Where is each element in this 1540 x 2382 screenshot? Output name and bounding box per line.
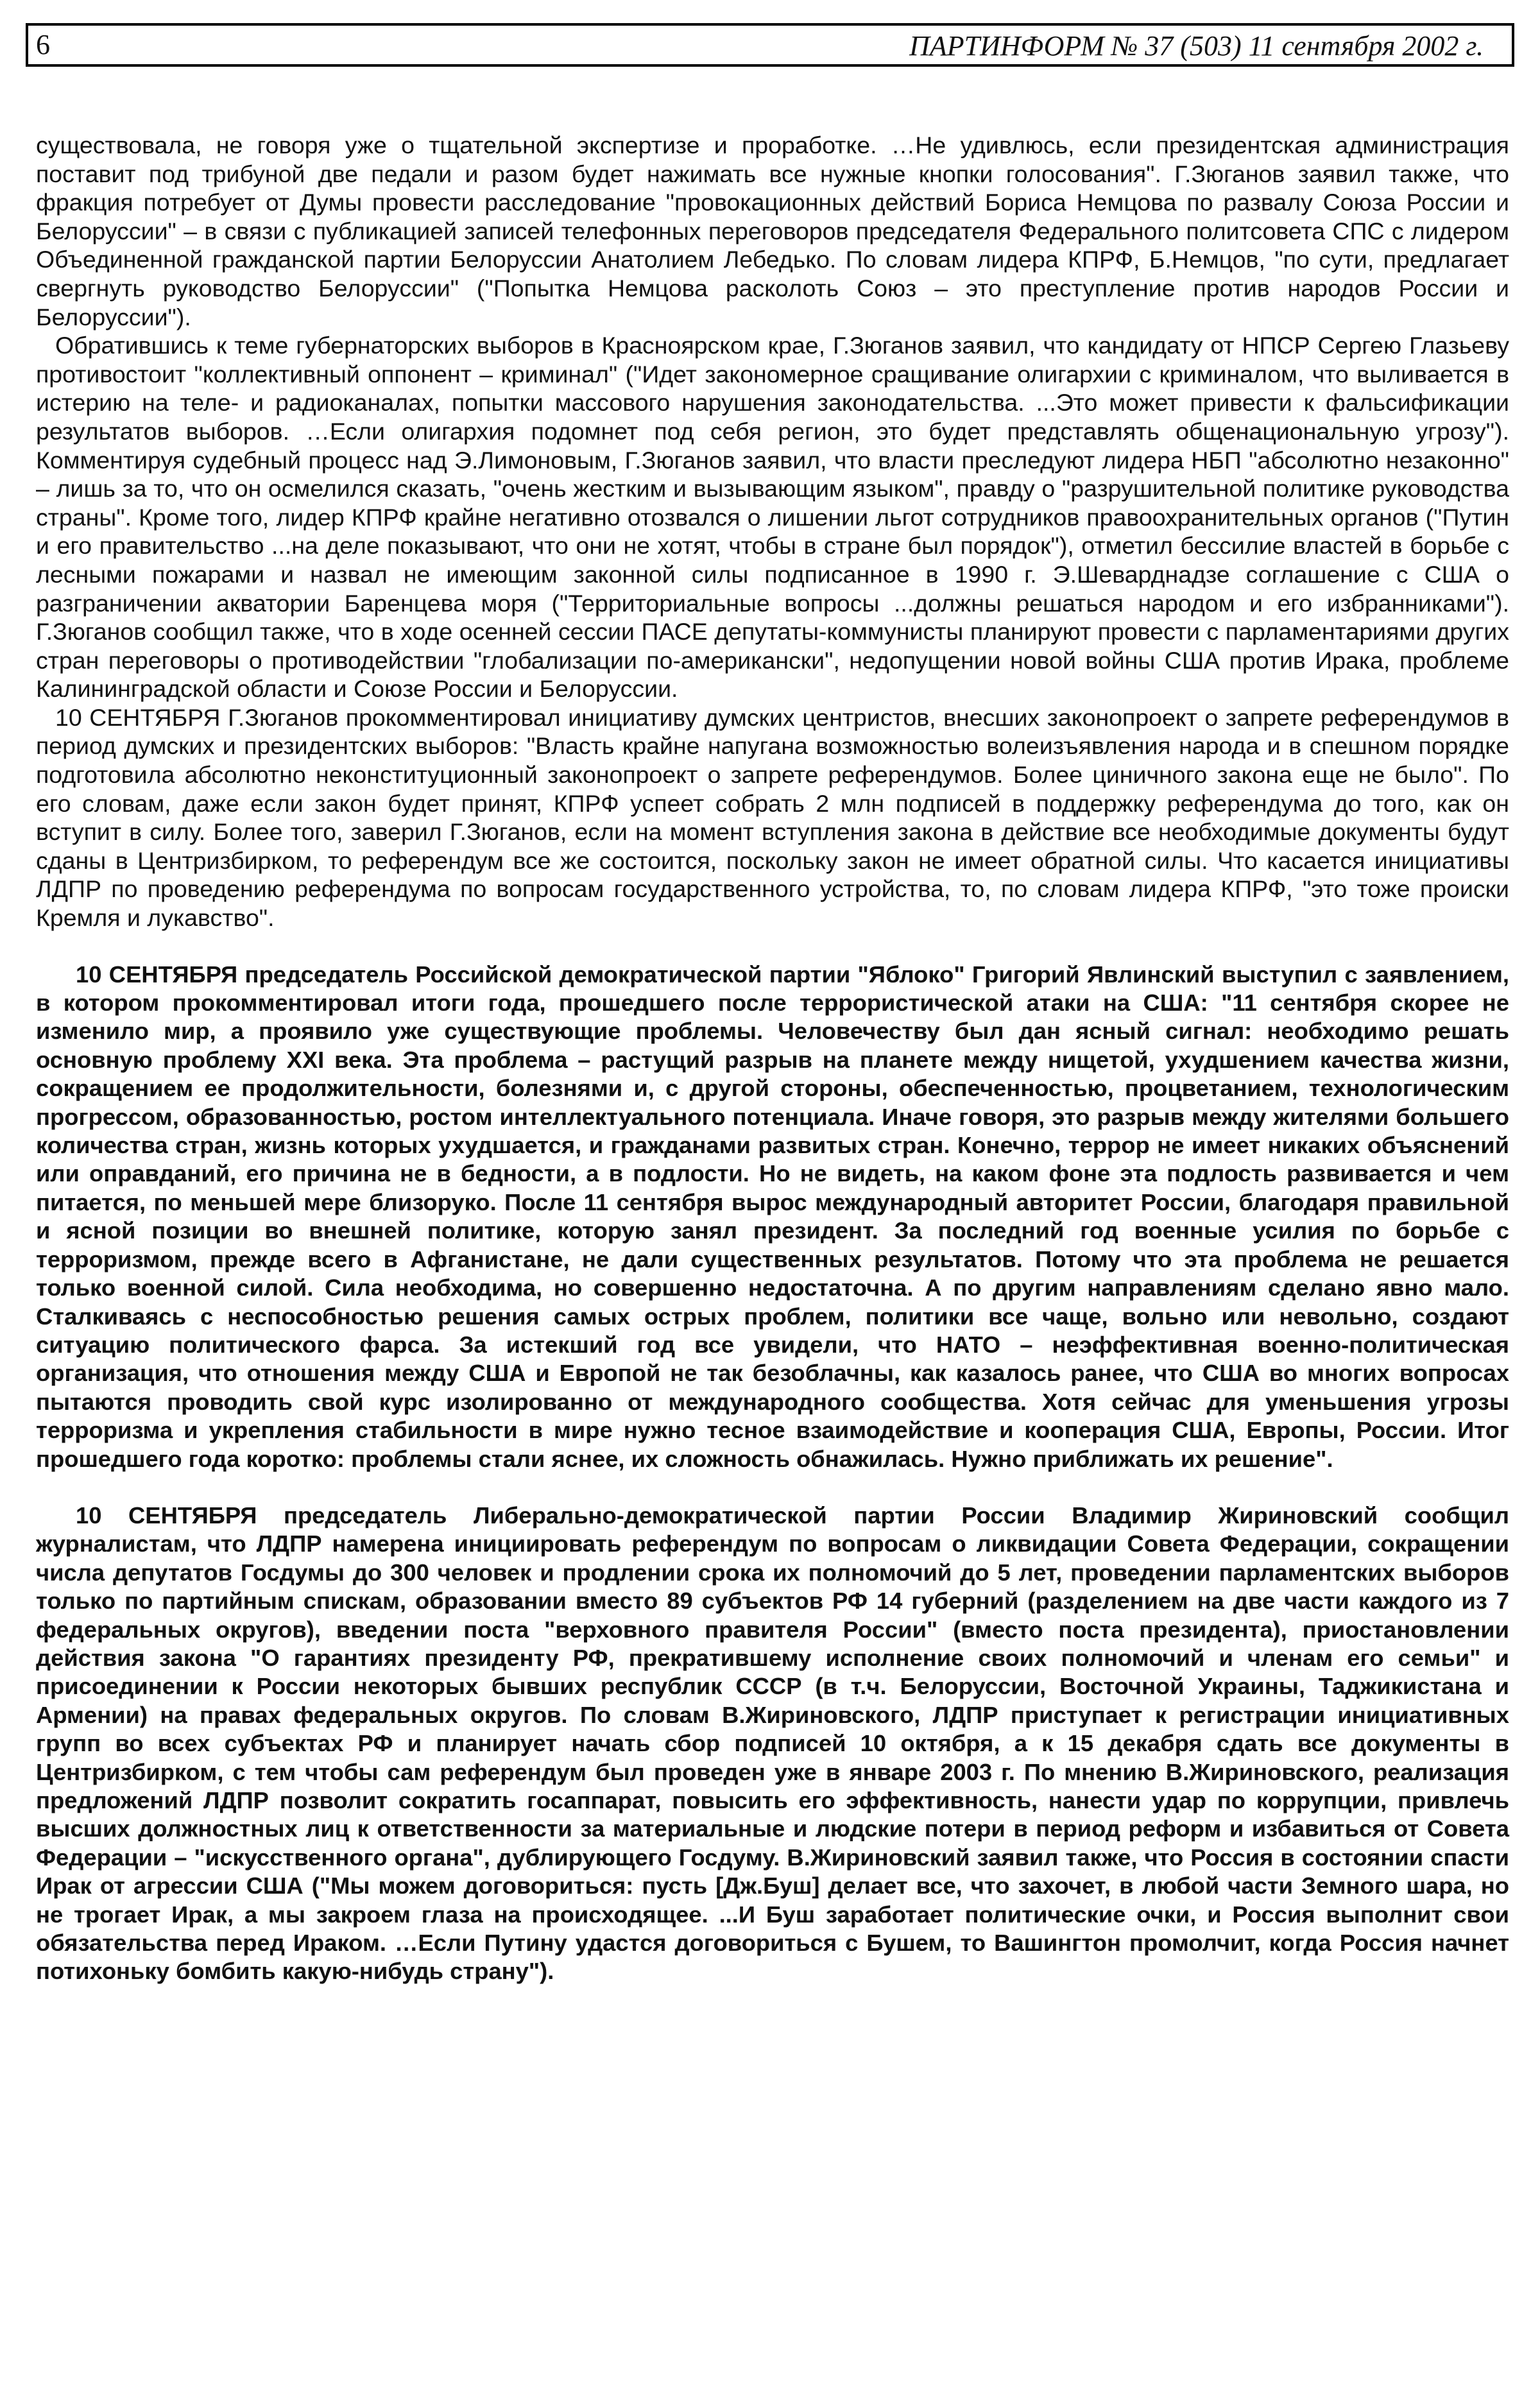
paragraph-spacer [36,932,1509,961]
paragraph-yavlinsky-statement: 10 СЕНТЯБРЯ председатель Российской демократической партии "Яблоко" Григорий Явлинский выступил с заявлением, в котором прокомментировал итоги года, прошедшего после террористической атаки на США: "11 сентября скорее не изменило мир, а проявило уже существующие проблемы. Человечеству был дан ясный сигнал: необходимо решать основную проблему XXI века. Эта проблема – растущий разрыв на планете между нищетой, ухудшением качества жизни, сокращением ее продолжительности, болезнями и, с другой стороны, обеспеченностью, процветанием, технологическим прогрессом, образованностью, ростом интеллектуального потенциала. Иначе говоря, это разрыв между жителями большего количества стран, жизнь которых ухудшается, и гражданами развитых стран. Конечно, террор не имеет никаких объяснений или оправданий, его причина не в бедности, а в подлости. Но не видеть, на каком фоне эта подлость развивается и чем питается, по меньшей мере близоруко. После 11 сентября вырос международный авторитет России, благодаря правильной и ясной позиции во внешней политике, которую занял президент. За последний год военные усилия по борьбе с терроризмом, прежде всего в Афганистане, не дали существенных результатов. Потому что эта проблема не решается только военной силой. Сила необходима, но совершенно недостаточна. А по другим направлениям сделано явно мало. Сталкиваясь с неспособностью решения самых острых проблем, политики все чаще, вольно или невольно, создают ситуацию политического фарса. За истекший год все увидели, что НАТО – неэффективная военно-политическая организация, что отношения между США и Европой не так безоблачны, как казалось ранее, что США во многих вопросах пытаются проводить свой курс изолированно от международного сообщества. Хотя сейчас для уменьшения угрозы терроризма и укрепления стабильности в мире нужно тесное взаимодействие и кооперация США, Европы, России. Итог прошедшего года коротко: проблемы стали яснее, их сложность обнажилась. Нужно приближать их решение". [36,961,1509,1472]
paragraph-zhirinovsky-referendum: 10 СЕНТЯБРЯ председатель Либерально-демократической партии России Владимир Жириновский сообщил журналистам, что ЛДПР намерена инициировать референдум по вопросам о ликвидации Совета Федерации, сокращении числа депутатов Госдумы до 300 человек и продлении срока их полномочий до 5 лет, проведении парламентских выборов только по партийным спискам, образовании вместо 89 субъектов РФ 14 губерний (разделением на две части каждого из 7 федеральных округов), введении поста "верховного правителя России" (вместо поста президента), приостановлении действия закона "О гарантиях президенту РФ, прекратившему исполнение своих полномочий и членам его семьи" и присоединении к России некоторых бывших республик СССР (в т.ч. Белоруссии, Восточной Украины, Таджикистана и Армении) на правах федеральных округов. По словам В.Жириновского, ЛДПР приступает к регистрации инициативных групп во всех субъектах РФ и планирует начать сбор подписей 10 октября, а к 15 декабря сдать все документы в Центризбирком, с тем чтобы сам референдум был проведен уже в январе 2003 г. По мнению В.Жириновского, реализация предложений ЛДПР позволит сократить госаппарат, повысить его эффективность, нанести удар по коррупции, привлечь высших должностных лиц к ответственности за материальные и людские потери в период реформ и избавиться от Совета Федерации – "искусственного органа", дублирующего Госдуму. В.Жириновский заявил также, что Россия в состоянии спасти Ирак от агрессии США ("Мы можем договориться: пусть [Дж.Буш] делает все, что захочет, в любой части Земного шара, но не трогает Ирак, а мы закроем глаза на происходящее. ...И Буш заработает политические очки, и Россия выполнит свои обязательства перед Ираком. …Если Путину удастся договориться с Бушем, то Вашингтон промолчит, когда Россия начнет потихоньку бомбить какую-нибудь страну"). [36,1502,1509,1985]
paragraph-zyuganov-continued: существовала, не говоря уже о тщательной экспертизе и проработке. …Не удивлюсь, если президентская администрация поставит под трибуной две педали и разом будет нажимать все нужные кнопки голосования". Г.Зюганов заявил также, что фракция потребует от Думы провести расследование "провокационных действий Бориса Немцова по развалу Союза России и Белоруссии" – в связи с публикацией записей телефонных переговоров председателя Федерального политсовета СПС с лидером Объединенной гражданской партии Белоруссии Анатолием Лебедько. По словам лидера КПРФ, Б.Немцов, "по сути, предлагает свергнуть руководство Белоруссии" ("Попытка Немцова расколоть Союз – это преступление против народов России и Белоруссии"). [36,132,1509,330]
article-body [36,131,1509,1986]
paragraph-krasnoyarsk-elections: Обратившись к теме губернаторских выборов в Красноярском крае, Г.Зюганов заявил, что кандидату от НПСР Сергею Глазьеву противостоит "коллективный оппонент – криминал" ("Идет закономерное сращивание олигархии с криминалом, что выливается в истерию на теле- и радиоканалах, попытки массового нарушения законодательства. ...Это может привести к фальсификации результатов выборов. …Если олигархия подомнет под себя регион, это будет представлять общенациональную угрозу"). Комментируя судебный процесс над Э.Лимоновым, Г.Зюганов заявил, что власти преследуют лидера НБП "абсолютно незаконно" – лишь за то, что он осмелился сказать, "очень жестким и вызывающим языком", правду о "разрушительной политике руководства страны". Кроме того, лидер КПРФ крайне негативно отозвался о лишении льгот сотрудников правоохранительных органов ("Путин и его правительство ...на деле показывают, что они не хотят, чтобы в стране был порядок"), отметил бессилие властей в борьбе с лесными пожарами и назвал не имеющим законной силы подписанное в 1990 г. Э.Шеварднадзе соглашение с США о разграничении акватории Баренцева моря ("Территориальные вопросы ...должны решаться народом и его избранниками"). Г.Зюганов сообщил также, что в ходе осенней сессии ПАСЕ депутаты-коммунисты планируют провести с парламентариями других стран переговоры о противодействии "глобализации по-американски", недопущении новой войны США против Ирака, проблеме Калининградской области и Союзе России и Белоруссии. [36,332,1509,703]
newspaper-page [26,23,1514,2359]
page-header [26,23,1514,67]
publication-title: ПАРТИНФОРМ № 37 (503) 11 сентября 2002 г. [909,30,1484,62]
paragraph-spacer [36,1473,1509,1502]
paragraph-referendum-ban: 10 СЕНТЯБРЯ Г.Зюганов прокомментировал инициативу думских центристов, внесших законопроект о запрете референдумов в период думских и президентских выборов: "Власть крайне напугана возможностью волеизъявления народа и в спешном порядке подготовила абсолютно неконституционный законопроект о запрете референдумов. Более циничного закона еще не было". По его словам, даже если закон будет принят, КПРФ успеет собрать 2 млн подписей в поддержку референдума до того, как он вступит в силу. Более того, заверил Г.Зюганов, если на момент вступления закона в действие все необходимые документы будут сданы в Центризбирком, то референдум все же состоится, поскольку закон не имеет обратной силы. Что касается инициативы ЛДПР по проведению референдума по вопросам государственного устройства, то, по словам лидера КПРФ, "это тоже происки Кремля и лукавство". [36,703,1509,932]
page-number: 6 [36,29,50,60]
